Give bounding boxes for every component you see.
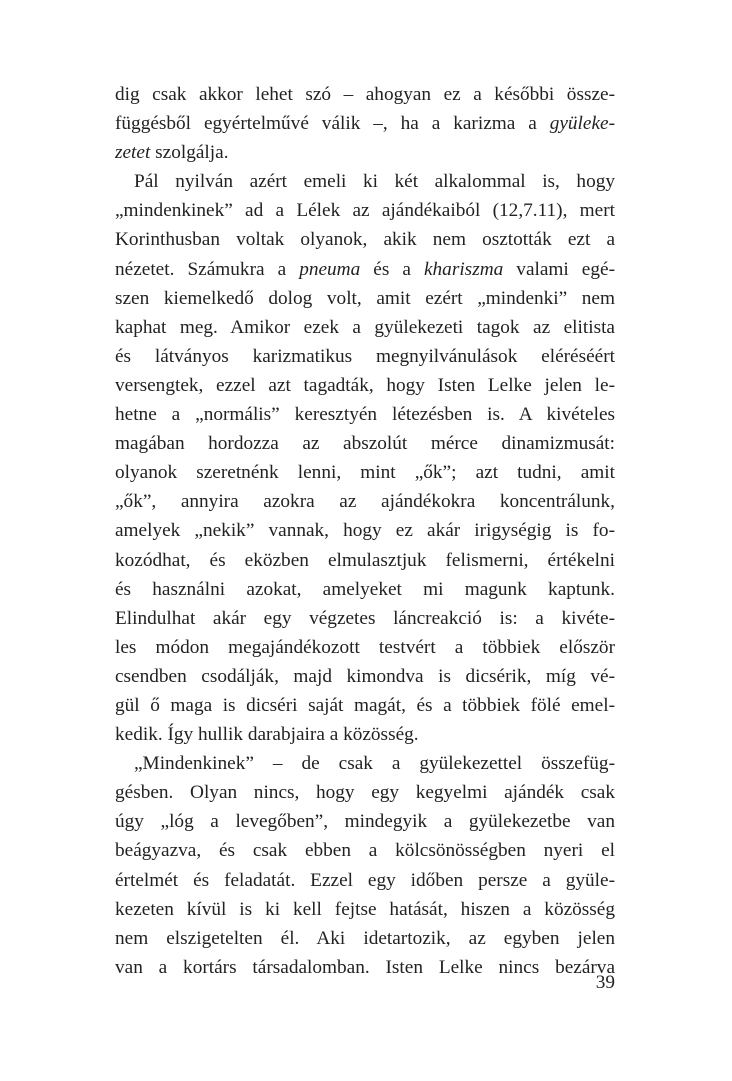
italic-text: zetet xyxy=(115,142,151,164)
text-line xyxy=(115,342,615,371)
text-line xyxy=(115,196,615,225)
text-line xyxy=(115,516,615,545)
text-segment: van a kortárs társadalomban. Isten Lelke nincs bezárva xyxy=(115,956,615,978)
text-segment: valami egé- xyxy=(503,258,615,280)
text-segment: amelyek „nekik” vannak, hogy ez akár irigységig is fo- xyxy=(115,520,615,542)
text-segment: Elindulhat akár egy végzetes láncreakció is: a kivéte- xyxy=(115,607,615,629)
text-segment: csendben csodálják, majd kimondva is dicsérik, míg vé- xyxy=(115,665,615,687)
text-segment: Korinthusban voltak olyanok, akik nem osztották ezt a xyxy=(115,229,615,251)
text-segment: és látványos karizmatikus megnyilvánulások eléréséért xyxy=(115,345,615,367)
paragraph xyxy=(115,749,615,982)
text-line xyxy=(115,895,615,924)
text-line xyxy=(115,225,615,254)
text-segment: hetne a „normális” keresztyén létezésben is. A kivételes xyxy=(115,404,615,426)
text-segment: olyanok szeretnénk lenni, mint „ők”; azt tudni, amit xyxy=(115,462,615,484)
text-segment: szen kiemelkedő dolog volt, amit ezért „mindenki” nem xyxy=(115,287,615,309)
text-line xyxy=(115,80,615,109)
text-segment: beágyazva, és csak ebben a kölcsönösségben nyeri el xyxy=(115,840,615,862)
paragraph xyxy=(115,167,615,749)
text-line xyxy=(115,924,615,953)
italic-text: khariszma xyxy=(423,258,504,280)
text-line xyxy=(115,284,615,313)
text-segment: függésből egyértelművé válik –, ha a karizma a xyxy=(115,113,550,135)
page-number: 39 xyxy=(595,972,615,993)
text-line xyxy=(115,429,615,458)
paragraph xyxy=(115,80,615,167)
text-line xyxy=(115,720,615,749)
text-segment: Pál nyilván azért emeli ki két alkalommal is, hogy xyxy=(134,171,615,193)
text-segment: kedik. Így hullik darabjaira a közösség. xyxy=(115,724,419,746)
text-line xyxy=(115,807,615,836)
text-line xyxy=(115,749,615,778)
text-segment: és használni azokat, amelyeket mi magunk kaptunk. xyxy=(115,578,615,600)
italic-text: pneuma xyxy=(299,258,361,280)
text-segment: „ők”, annyira azokra az ajándékokra koncentrálunk, xyxy=(115,491,615,513)
page-text-body xyxy=(115,80,615,982)
text-line xyxy=(115,953,615,982)
text-segment: magában hordozza az abszolút mérce dinamizmusát: xyxy=(115,433,615,455)
text-segment: „Mindenkinek” – de csak a gyülekezettel összefüg- xyxy=(134,753,615,775)
text-segment: gül ő maga is dicséri saját magát, és a többiek fölé emel- xyxy=(115,694,615,716)
text-line xyxy=(115,109,615,138)
text-line xyxy=(115,255,615,284)
text-segment: dig csak akkor lehet szó – ahogyan ez a későbbi össze- xyxy=(115,84,615,105)
text-line xyxy=(115,167,615,196)
text-line xyxy=(115,400,615,429)
text-segment: nem elszigetelten él. Aki idetartozik, az egyben jelen xyxy=(115,927,615,949)
text-segment: és a xyxy=(360,258,424,280)
text-segment: úgy „lóg a levegőben”, mindegyik a gyülekezetbe van xyxy=(115,811,615,833)
text-line xyxy=(115,866,615,895)
text-segment: kezeten kívül is ki kell fejtse hatását, hiszen a közösség xyxy=(115,898,615,920)
text-segment: szolgálja. xyxy=(150,142,229,164)
text-line xyxy=(115,604,615,633)
text-segment: versengtek, ezzel azt tagadták, hogy Isten Lelke jelen le- xyxy=(115,374,615,396)
text-segment: kozódhat, és eközben elmulasztjuk felismerni, értékelni xyxy=(115,549,615,571)
text-segment: értelmét és feladatát. Ezzel egy időben persze a gyüle- xyxy=(115,869,615,891)
text-line xyxy=(115,575,615,604)
text-line xyxy=(115,458,615,487)
text-line xyxy=(115,371,615,400)
text-line xyxy=(115,138,615,167)
text-line xyxy=(115,313,615,342)
text-segment: nézetet. Számukra a xyxy=(115,258,300,280)
text-line xyxy=(115,778,615,807)
text-segment: „mindenkinek” ad a Lélek az ajándékaiból (12,7.11), mert xyxy=(115,200,615,222)
text-line xyxy=(115,633,615,662)
italic-text: gyüleke- xyxy=(549,113,615,135)
text-line xyxy=(115,691,615,720)
text-line xyxy=(115,546,615,575)
text-line xyxy=(115,487,615,516)
text-line xyxy=(115,836,615,865)
text-segment: les módon megajándékozott testvért a többiek először xyxy=(115,636,615,658)
text-segment: gésben. Olyan nincs, hogy egy kegyelmi ajándék csak xyxy=(115,782,615,804)
text-segment: kaphat meg. Amikor ezek a gyülekezeti tagok az elitista xyxy=(115,316,615,338)
text-line xyxy=(115,662,615,691)
